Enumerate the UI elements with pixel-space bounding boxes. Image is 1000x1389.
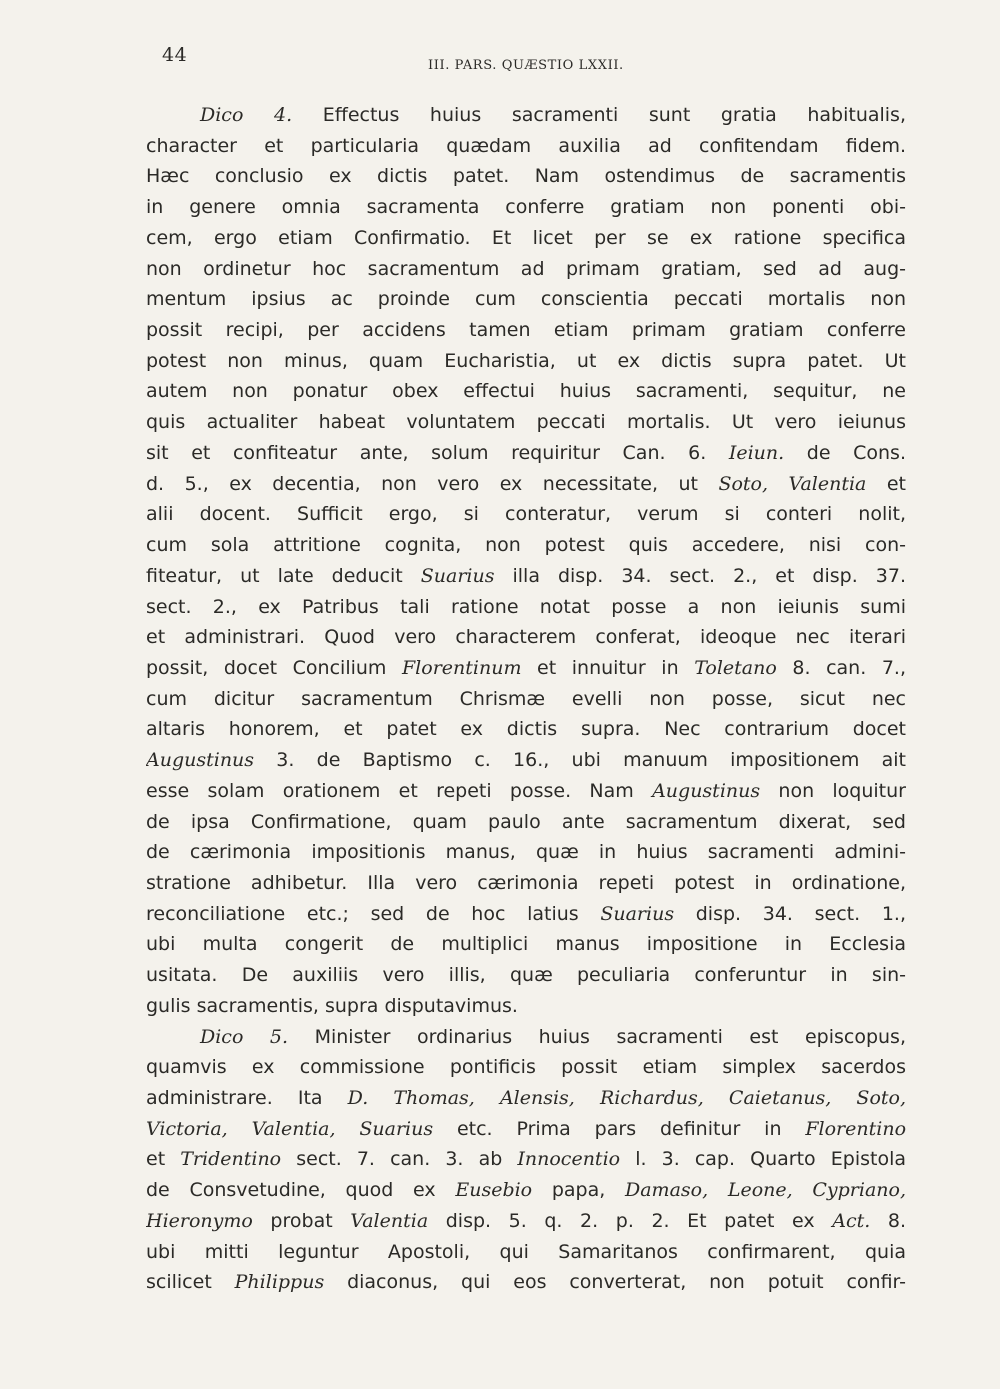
text-segment: et administrari. Quod vero characterem conferat, ideoque nec iterari	[146, 626, 906, 649]
text-line	[146, 561, 906, 592]
italic-text: Augustinus	[652, 779, 761, 802]
text-segment: sect. 7. can. 3. ab	[281, 1148, 518, 1171]
text-line	[146, 346, 906, 377]
text-segment: potest non minus, quam Eucharistia, ut ex dictis supra patet. Ut	[146, 349, 906, 372]
text-segment: administrare. Ita	[146, 1087, 348, 1109]
text-line	[146, 530, 906, 561]
text-line	[146, 1144, 906, 1175]
text-segment: disp. 34. sect. 1.,	[674, 902, 906, 925]
text-line	[146, 837, 906, 868]
text-segment: fiteatur, ut late deducit	[146, 564, 421, 587]
text-line	[146, 929, 906, 960]
text-line	[146, 745, 906, 776]
text-segment: probat	[252, 1209, 351, 1232]
text-segment: gulis sacramentis, supra disputavimus.	[146, 994, 518, 1017]
text-line	[146, 592, 906, 623]
italic-text: Suarius	[420, 564, 495, 587]
text-line	[146, 1175, 906, 1206]
italic-text: Tridentino	[180, 1148, 282, 1171]
text-segment: ubi multa congerit de multiplici manus impositione in Ecclesia	[146, 933, 906, 956]
text-segment: et	[866, 472, 906, 495]
text-line	[146, 499, 906, 530]
italic-text: Eusebio	[455, 1179, 533, 1202]
italic-text: Dico 5.	[200, 1025, 289, 1048]
text-segment: diaconus, qui eos converterat, non potuit confir-	[324, 1271, 906, 1294]
text-segment: disp. 5. q. 2. p. 2. Et patet ex	[428, 1209, 833, 1232]
italic-text: D. Thomas, Alensis, Richardus, Caietanus, Soto,	[347, 1087, 906, 1109]
text-segment: etc. Prima pars definitur in	[433, 1117, 806, 1140]
text-segment: quis actualiter habeat voluntatem peccati mortalis. Ut vero ieiunus	[146, 411, 906, 434]
body-text	[146, 100, 906, 1298]
text-segment: usitata. De auxiliis vero illis, quæ peculiaria conferuntur in sin-	[146, 964, 906, 987]
text-segment: papa,	[532, 1179, 625, 1202]
text-segment: 8. can. 7.,	[776, 656, 906, 679]
text-line	[146, 192, 906, 223]
italic-text: Act.	[832, 1209, 871, 1232]
page-number: 44	[162, 44, 188, 66]
text-line	[146, 776, 906, 807]
text-segment: cum sola attritione cognita, non potest quis accedere, nisi con-	[146, 534, 906, 557]
text-line	[146, 100, 906, 131]
text-segment: possit, docet Concilium	[146, 656, 402, 679]
text-segment: autem non ponatur obex effectui huius sacramenti, sequitur, ne	[146, 380, 906, 403]
text-line	[146, 254, 906, 285]
text-line	[146, 714, 906, 745]
text-segment: Minister ordinarius huius sacramenti est episcopus,	[288, 1025, 906, 1048]
text-segment: alii docent. Sufficit ergo, si conteratur, verum si conteri nolit,	[146, 503, 906, 526]
text-line	[146, 1052, 906, 1083]
text-segment: reconciliatione etc.; sed de hoc latius	[146, 902, 601, 925]
text-segment: scilicet	[146, 1271, 235, 1294]
text-line	[146, 1083, 906, 1114]
text-segment: ubi mitti leguntur Apostoli, qui Samaritanos confirmarent, quia	[146, 1240, 906, 1263]
text-line	[146, 161, 906, 192]
text-line	[146, 653, 906, 684]
italic-text: Florentinum	[402, 656, 522, 679]
text-line	[146, 407, 906, 438]
text-segment: stratione adhibetur. Illa vero cærimonia repeti potest in ordinatione,	[146, 871, 906, 894]
text-segment: sit et confiteatur ante, solum requiritur Can. 6.	[146, 441, 729, 464]
text-line	[146, 991, 906, 1022]
text-segment: Hæc conclusio ex dictis patet. Nam ostendimus de sacramentis	[146, 165, 906, 188]
text-segment: de Consvetudine, quod ex	[146, 1179, 456, 1202]
italic-text: Florentino	[805, 1117, 906, 1140]
text-line	[146, 223, 906, 254]
text-line	[146, 684, 906, 715]
text-segment: cum dicitur sacramentum Chrismæ evelli non posse, sicut nec	[146, 687, 906, 710]
text-segment: 8.	[870, 1209, 906, 1232]
text-line	[146, 1114, 906, 1145]
text-segment: de Cons.	[784, 441, 906, 464]
text-line	[146, 868, 906, 899]
italic-text: Ieiun.	[728, 441, 785, 464]
text-segment: altaris honorem, et patet ex dictis supra. Nec contrarium docet	[146, 718, 906, 741]
text-line	[146, 376, 906, 407]
text-segment: mentum ipsius ac proinde cum conscientia peccati mortalis non	[146, 288, 906, 311]
italic-text: Valentia	[350, 1209, 429, 1232]
text-line	[146, 1022, 906, 1053]
italic-text: Damaso, Leone, Cypriano,	[625, 1179, 906, 1202]
italic-text: Philippus	[234, 1271, 325, 1294]
text-line	[146, 960, 906, 991]
text-line	[146, 622, 906, 653]
italic-text: Hieronymo	[146, 1209, 253, 1232]
text-segment: quamvis ex commissione pontificis possit etiam simplex sacerdos	[146, 1056, 906, 1079]
text-line	[146, 1237, 906, 1268]
text-line	[146, 284, 906, 315]
text-segment: d. 5., ex decentia, non vero ex necessitate, ut	[146, 472, 719, 495]
text-line	[146, 315, 906, 346]
text-line	[146, 438, 906, 469]
text-segment: de cærimonia impositionis manus, quæ in huius sacramenti admini-	[146, 841, 906, 864]
text-line	[146, 1206, 906, 1237]
text-segment: 3. de Baptismo c. 16., ubi manuum impositionem ait	[254, 749, 906, 772]
italic-text: Innocentio	[517, 1148, 621, 1171]
text-segment: sect. 2., ex Patribus tali ratione notat posse a non ieiunis sumi	[146, 595, 906, 618]
text-line	[146, 807, 906, 838]
text-segment: non loquitur	[760, 779, 906, 802]
text-line	[146, 131, 906, 162]
text-line	[146, 469, 906, 500]
text-segment: cem, ergo etiam Confirmatio. Et licet per se ex ratione specifica	[146, 226, 906, 249]
text-line	[146, 899, 906, 930]
text-segment: de ipsa Confirmatione, quam paulo ante sacramentum dixerat, sed	[146, 810, 906, 833]
italic-text: Augustinus	[146, 749, 255, 772]
text-segment: Effectus huius sacramenti sunt gratia habitualis,	[292, 104, 906, 126]
text-segment: possit recipi, per accidens tamen etiam primam gratiam conferre	[146, 319, 906, 342]
italic-text: Dico 4.	[200, 104, 293, 126]
italic-text: Soto, Valentia	[718, 472, 867, 495]
text-segment: et innuitur in	[521, 656, 695, 679]
italic-text: Toletano	[694, 656, 777, 679]
italic-text: Suarius	[600, 902, 675, 925]
text-segment: non ordinetur hoc sacramentum ad primam gratiam, sed ad aug-	[146, 257, 906, 280]
text-segment: illa disp. 34. sect. 2., et disp. 37.	[494, 564, 906, 587]
text-segment: et	[146, 1148, 181, 1171]
text-segment: esse solam orationem et repeti posse. Nam	[146, 779, 653, 802]
text-segment: character et particularia quædam auxilia ad confitendam fidem.	[146, 134, 906, 157]
italic-text: Victoria, Valentia, Suarius	[146, 1117, 434, 1140]
text-segment: in genere omnia sacramenta conferre gratiam non ponenti obi-	[146, 196, 906, 219]
text-segment: l. 3. cap. Quarto Epistola	[620, 1148, 906, 1171]
text-line	[146, 1267, 906, 1298]
running-head: III. PARS. QUÆSTIO LXXII.	[428, 58, 624, 73]
